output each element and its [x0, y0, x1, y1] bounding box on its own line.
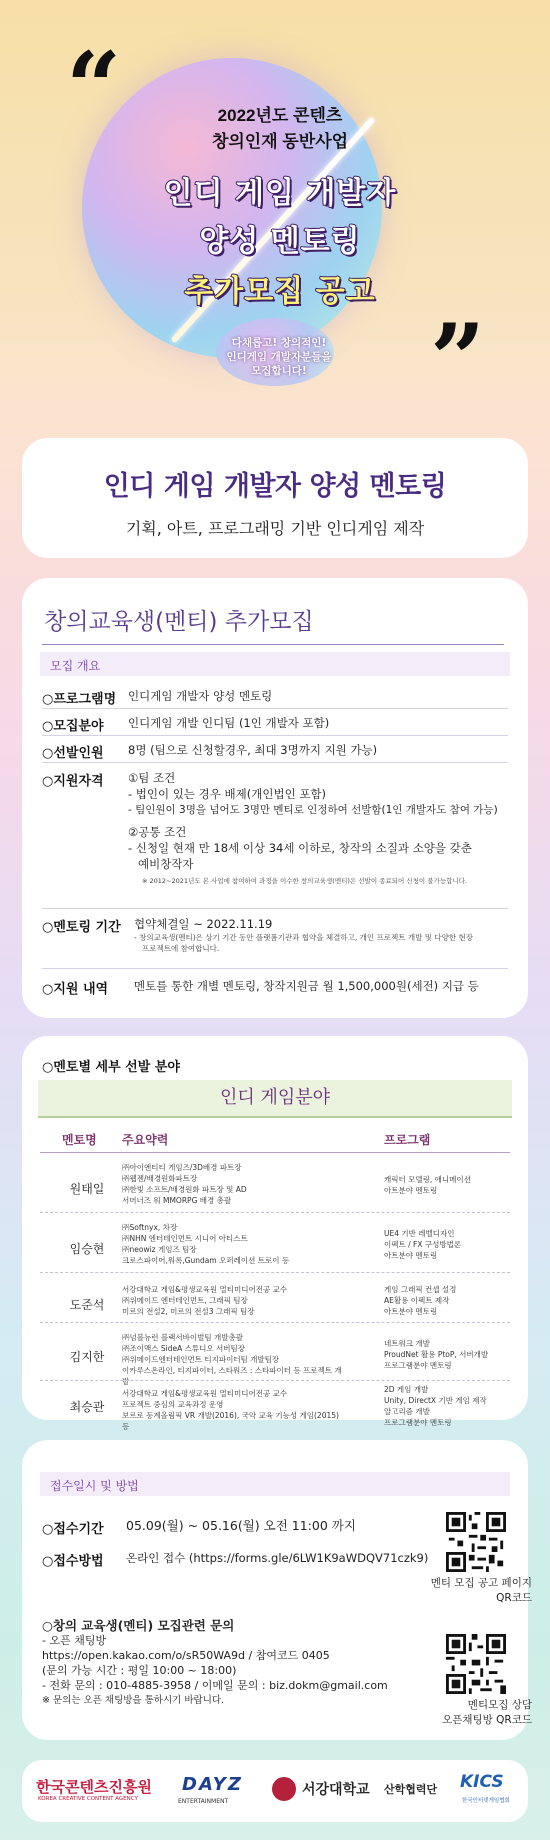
career-line: ㈜위메이드 엔터테인먼트, 그래픽 팀장	[122, 1296, 248, 1305]
program-line: 프로그램분야 멘토링	[384, 1361, 452, 1370]
career-line: 미르의 전설2, 미르의 전설3 그래픽 팀장	[122, 1307, 255, 1316]
period-dates: 협약체결일 ~ 2022.11.19	[134, 917, 273, 931]
kocca-logo-en: KOREA CREATIVE CONTENT AGENCY	[38, 1796, 138, 1802]
career-line: ㈜웹젠/배경원화파트장	[122, 1174, 198, 1183]
program-key: ○프로그램명	[42, 692, 117, 707]
table-row-divider	[40, 1212, 510, 1213]
career-line: 보르로 동계올림픽 VR 개발(2016), 국악 교육 기능성 게임(2015) 등	[122, 1411, 339, 1431]
program-line: UE4 기반 레벨디자인	[384, 1229, 455, 1238]
hero-title-3: 추가모집 공고	[184, 274, 376, 309]
table-row-divider	[40, 1380, 510, 1381]
career-line: ㈜위메이드엔터테인먼트 티지파이터팀 개발팀장	[122, 1355, 280, 1364]
hero-title-1: 인디 게임 개발자	[163, 176, 397, 211]
program-line: 알고리즘 개발	[384, 1407, 430, 1416]
period-note-1: - 창의교육생(멘티)은 상기 기간 동안 플랫폼기관과 협약을 체결하고, 개인 프로젝트 개발 및 다양한 현장	[134, 933, 473, 942]
hero-title-2: 양성 멘토링	[199, 224, 361, 259]
contact-phone-email: - 전화 문의 : 010-4885-3958 / 이메일 문의 : biz.dokm@gmail.com	[42, 1679, 388, 1692]
mentor-program	[384, 1174, 524, 1196]
intro-subtitle: 기획, 아트, 프로그래밍 기반 인디게임 제작	[125, 519, 425, 538]
mentors-banner: 인디 게임분야	[38, 1080, 512, 1118]
program-line: Unity, DirectX 기반 게임 제작	[384, 1396, 487, 1405]
hero-line1: 2022년도 콘텐츠	[217, 106, 343, 125]
openchat-qr-code-icon[interactable]	[446, 1634, 506, 1694]
period-key: ○멘토링 기간	[42, 920, 121, 935]
hero-sub-line2: 인디게임 개발자분들을	[226, 351, 332, 363]
career-line: 서머너즈 워 MMORPG 배경 총괄	[122, 1196, 232, 1205]
col-mentor-name: 멘토명	[62, 1133, 97, 1147]
date-value: 05.09(월) ~ 05.16(월) 오전 11:00 까지	[126, 1518, 356, 1533]
program-line: 프로그램분야 멘토링	[384, 1418, 452, 1427]
mentor-name: 최승관	[69, 1400, 105, 1414]
mentor-career	[122, 1332, 348, 1387]
count-value: 8명 (팀으로 신청할경우, 최대 3명까지 지원 가능)	[128, 743, 378, 757]
contact-title: ○창의 교육생(멘티) 모집관련 문의	[42, 1618, 235, 1633]
table-header-divider	[40, 1152, 510, 1153]
program-line: 아트분야 멘토링	[384, 1251, 438, 1260]
intro-title: 인디 게임 개발자 양성 멘토링	[103, 471, 447, 502]
contact-note: ※ 문의는 오픈 채팅방을 통하시기 바랍니다.	[42, 1695, 225, 1706]
career-line: ㈜한빛 소프트/배경원화 파트장 및 AD	[122, 1185, 247, 1194]
support-key: ○지원 내역	[42, 982, 109, 997]
program-line: 아트분야 멘토링	[384, 1186, 438, 1195]
support-value: 멘토를 통한 개별 멘토링, 창작지원금 월 1,500,000원(세전) 지급 등	[134, 979, 479, 993]
mentor-program	[384, 1284, 524, 1317]
sogang-emblem-icon	[272, 1777, 296, 1801]
method-value[interactable]: 온라인 접수 (https://forms.gle/6LW1K9aWDQV71czk9)	[126, 1551, 429, 1565]
qual-common-item1: - 신청일 현재 만 18세 이상 34세 이하로, 창작의 소질과 소양을 갖춘	[128, 841, 472, 855]
open-quote-icon: “	[66, 31, 122, 144]
contact-hours: (문의 가능 시간 : 평일 10:00 ~ 18:00)	[42, 1664, 237, 1677]
mentor-program	[384, 1384, 524, 1428]
mentor-career	[122, 1222, 348, 1266]
career-line: 프로젝트 중심의 교육과정 운영	[122, 1400, 224, 1409]
qr-caption-line: 멘티모집 상담	[467, 1699, 532, 1711]
hero-line2: 창의인재 동반사업	[211, 132, 349, 151]
contact-openchat: - 오픈 채팅방	[42, 1634, 107, 1647]
program-line: AE활용 이펙트 제작	[384, 1296, 450, 1305]
qual-note: ※ 2012~2021년도 본 사업에 참여하여 과정을 이수한 창의교육생(멘티)은 선발이 종료되어 신청이 불가능합니다.	[142, 877, 468, 885]
hero-sub-line1: 다채롭고! 창의적인!	[231, 337, 327, 349]
col-program: 프로그램	[384, 1133, 431, 1147]
mentor-name: 도준석	[69, 1298, 105, 1312]
count-key: ○선발인원	[42, 746, 104, 761]
program-line: ProudNet 활용 PtoP, 서버개발	[384, 1350, 489, 1359]
qr-caption-line: 멘티 모집 공고 페이지	[430, 1577, 532, 1589]
table-row-divider	[40, 1322, 510, 1323]
career-line: 서강대학교 게임&평생교육원 멀티미디어전공 교수	[122, 1285, 288, 1294]
qr-caption-line: 오픈채팅방 QR코드	[442, 1714, 532, 1726]
mentor-program	[384, 1228, 524, 1261]
recruit-title: 창의교육생(멘티) 추가모집	[44, 609, 314, 635]
sogang-logo: 서강대학교	[302, 1782, 370, 1798]
mentor-program	[384, 1338, 524, 1371]
program-line: 네트워크 개발	[384, 1339, 430, 1348]
close-quote-icon: ”	[430, 303, 486, 416]
method-key: ○접수방법	[42, 1554, 104, 1569]
mentor-career	[122, 1162, 348, 1206]
kics-logo: KICS	[460, 1772, 504, 1792]
qualification-value	[128, 770, 518, 887]
career-line: ㈜조이맥스 SideA 스튜디오 서버팀장	[122, 1344, 245, 1353]
qual-team-item1: - 법인이 있는 경우 배제(개인법인 포함)	[128, 787, 327, 801]
date-key: ○접수기간	[42, 1522, 104, 1537]
divider	[42, 708, 508, 709]
kocca-logo: 한국콘텐츠진흥원	[36, 1778, 152, 1796]
recruit-section-label: 모집 개요	[40, 652, 510, 676]
contact-openchat-link[interactable]: https://open.kakao.com/o/sR50WA9d / 참여코드 0405	[42, 1649, 330, 1662]
program-value: 인디게임 개발자 양성 멘토링	[128, 689, 273, 703]
notice-page-qr-code-icon[interactable]	[446, 1512, 506, 1572]
mentors-heading: ○멘토별 세부 선발 분야	[42, 1060, 180, 1075]
career-line: ㈜넘블뉴런 블랙서바이벌팀 개발총괄	[122, 1333, 243, 1342]
mentor-name: 원태일	[69, 1182, 105, 1196]
notice-qr-caption	[382, 1576, 532, 1606]
mentor-career	[122, 1284, 348, 1317]
program-line: 게임 그래픽 컨셉 설정	[384, 1285, 457, 1294]
program-line: 2D 게임 개발	[384, 1385, 429, 1394]
qual-common-item2: 예비창작자	[138, 857, 194, 871]
program-line: 캐릭터 모델링, 애니메이션	[384, 1175, 471, 1184]
hero-sub-line3: 모집합니다!	[251, 365, 307, 377]
divider	[42, 762, 508, 763]
career-line: 이카루스온라인, 티지파이터, 스타워즈 : 스타파이터 등 프로젝트 개발	[122, 1366, 342, 1386]
divider	[42, 908, 508, 909]
field-value: 인디게임 개발 인디팀 (1인 개발자 포함)	[128, 716, 330, 730]
career-line: 서강대학교 게임&평생교육원 멀티미디어전공 교수	[122, 1389, 288, 1398]
qual-common-heading: ②공통 조건	[128, 825, 187, 839]
period-note-2: 프로젝트에 참여합니다.	[142, 944, 220, 953]
mentor-career	[122, 1388, 348, 1432]
apply-card	[22, 1440, 532, 1740]
qualification-key: ○지원자격	[42, 774, 104, 789]
program-line: 이펙트 / FX 구성방법론	[384, 1240, 462, 1249]
footer-logos	[22, 1760, 528, 1822]
kics-logo-sub: 한국인터넷게임협회	[462, 1798, 510, 1804]
career-line: 크로스파이어,워록,Gundam 오퍼레이션 트로이 등	[122, 1256, 290, 1265]
openchat-qr-caption	[382, 1698, 532, 1728]
qr-caption-line: QR코드	[496, 1592, 532, 1604]
qual-team-item2: - 팀인원이 3명을 넘어도 3명만 멘티로 인정하여 선발함(1인 개발자도 참여 가능)	[128, 804, 498, 816]
career-line: ㈜NHN 엔터테인먼트 시니어 아티스트	[122, 1234, 248, 1243]
sogang-logo-sub: 산학협력단	[384, 1783, 438, 1796]
contact-block	[42, 1618, 422, 1708]
mentor-name: 임승현	[69, 1242, 105, 1256]
career-line: ㈜아이엔티티 게임즈/3D배경 파트장	[122, 1163, 242, 1172]
dayz-logo-sub: ENTERTAINMENT	[178, 1798, 229, 1805]
career-line: ㈜Softnyx, 차장	[122, 1223, 178, 1232]
recruit-card	[22, 578, 528, 1018]
intro-card	[22, 438, 528, 558]
mentors-card	[22, 1036, 528, 1431]
hero-subtext	[204, 336, 354, 378]
qual-team-heading: ①팀 조건	[128, 771, 176, 785]
dayz-logo: DAYZ	[182, 1774, 243, 1795]
period-value	[134, 916, 504, 954]
table-row-divider	[40, 1272, 510, 1273]
recruit-title-divider	[42, 644, 504, 645]
apply-section-label: 접수일시 및 방법	[40, 1472, 510, 1496]
col-career: 주요약력	[122, 1133, 169, 1147]
career-line: ㈜neowiz 게임즈 팀장	[122, 1245, 197, 1254]
field-key: ○모집분야	[42, 719, 104, 734]
mentor-name: 김지한	[69, 1350, 105, 1364]
program-line: 아트분야 멘토링	[384, 1307, 438, 1316]
hero-banner	[0, 0, 550, 420]
divider	[42, 735, 508, 736]
divider	[42, 968, 508, 969]
